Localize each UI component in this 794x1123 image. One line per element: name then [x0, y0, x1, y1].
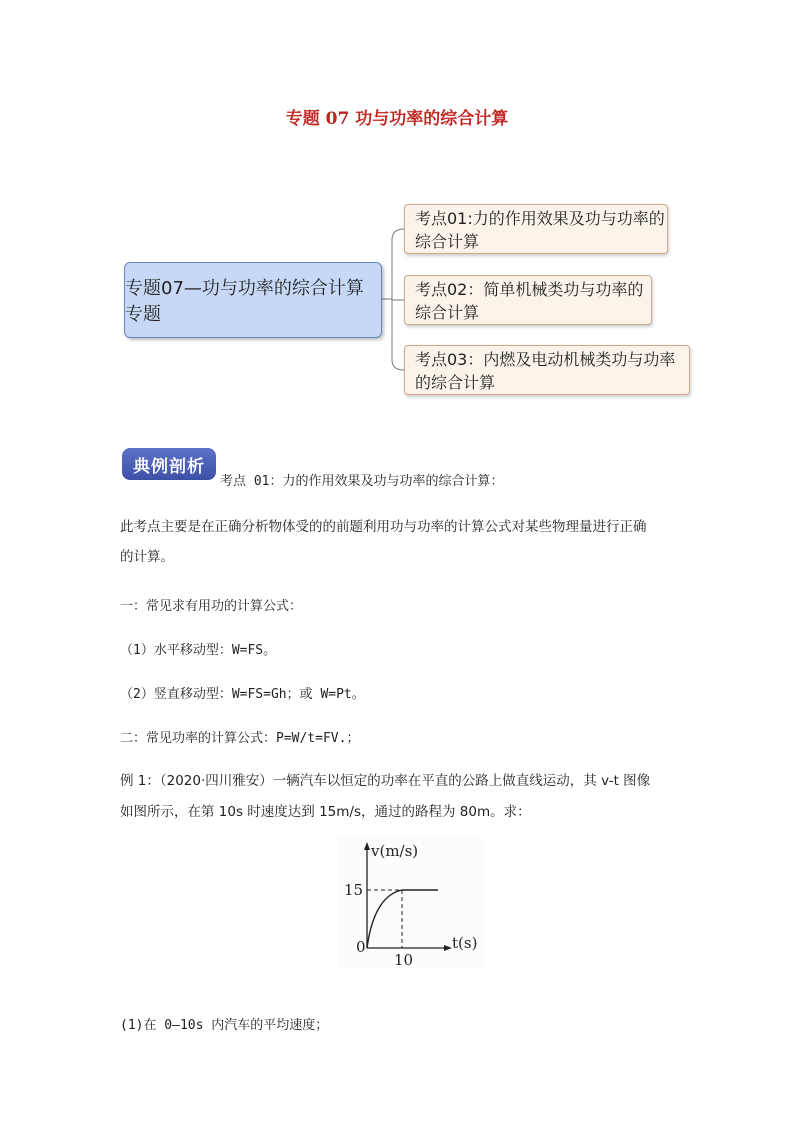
- vt-graph-svg: [338, 836, 483, 968]
- example-line-2: 如图所示，在第 10s 时速度达到 15m/s，通过的路程为 80m。求：: [120, 804, 531, 820]
- question-1: (1)在 0—10s 内汽车的平均速度；: [120, 1018, 329, 1033]
- x-tick-10: 10: [394, 951, 414, 968]
- part-1-heading: 一：常见求有用功的计算公式：: [120, 599, 303, 614]
- formula-1: （1）水平移动型：W=FS。: [120, 643, 277, 658]
- mind-map: [0, 0, 794, 420]
- intro-line-2: 的计算。: [120, 549, 174, 565]
- formula-2: （2）竖直移动型：W=FS=Gh；或 W=Pt。: [120, 687, 365, 702]
- y-axis-label: v(m/s): [371, 842, 419, 860]
- section-heading: 考点 01：力的作用效果及功与功率的综合计算：: [220, 474, 504, 489]
- x-axis-label: t(s): [452, 934, 478, 952]
- example-line-1: 例 1：（2020·四川雅安）一辆汽车以恒定的功率在平直的公路上做直线运动，其 v-t 图像: [120, 773, 651, 789]
- part-2-heading: 二：常见功率的计算公式：P=W/t=FV.；: [120, 731, 360, 746]
- origin-label: 0: [356, 938, 366, 956]
- mind-map-branch-2: 考点02：简单机械类功与功率的综合计算: [404, 275, 652, 325]
- intro-line-1: 此考点主要是在正确分析物体受的的前题利用功与功率的计算公式对某些物理量进行正确: [120, 519, 647, 535]
- mind-map-root: 专题07—功与功率的综合计算专题: [124, 262, 382, 338]
- section-badge: 典例剖析: [122, 448, 216, 480]
- y-tick-15: 15: [344, 881, 364, 899]
- mind-map-branch-1: 考点01:力的作用效果及功与功率的综合计算: [404, 204, 668, 254]
- vt-graph: [338, 836, 483, 972]
- page-title: 专题 07 功与功率的综合计算: [285, 109, 509, 129]
- mind-map-branch-3: 考点03：内燃及电动机械类功与功率的综合计算: [404, 345, 690, 395]
